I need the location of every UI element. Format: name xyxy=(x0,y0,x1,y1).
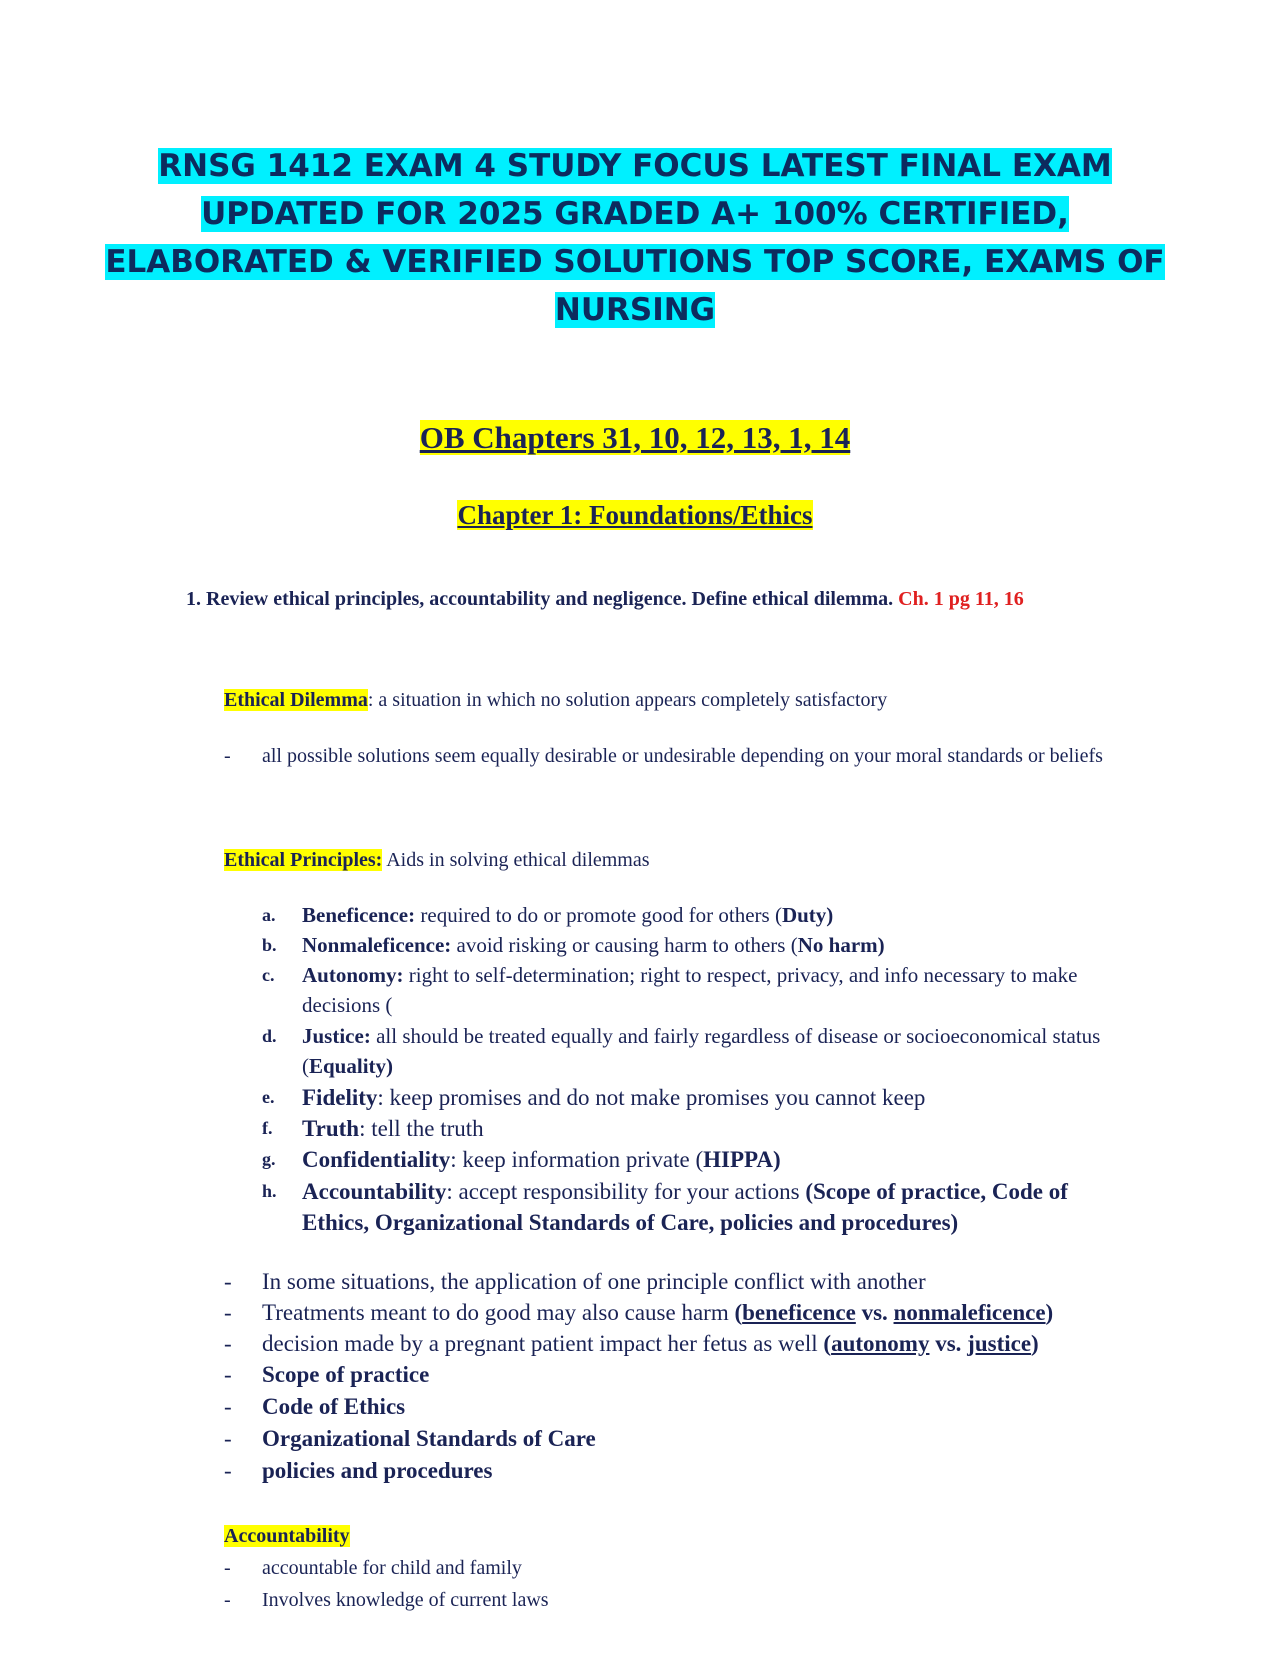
title-line-1: RNSG 1412 EXAM 4 STUDY FOCUS LATEST FINAL EXAM xyxy=(158,148,1112,184)
principle-item-h: h. Accountability: accept responsibility for your actions (Scope of practice, Code of Ethics, Organizational Standards of Care, policies and procedures) xyxy=(262,1179,1068,1235)
principle-item-a: a. Beneficence: required to do or promote good for others (Duty) xyxy=(262,903,834,927)
principle-item-c: c. Autonomy: right to self-determination; right to respect, privacy, and info necessary to make decisions ( xyxy=(262,963,1078,1017)
principle-item-g: g. Confidentiality: keep information private (HIPPA) xyxy=(262,1147,781,1172)
principle-item-e: e. Fidelity: keep promises and do not make promises you cannot keep xyxy=(262,1085,926,1110)
principle-item-f: f. Truth: tell the truth xyxy=(262,1116,484,1141)
standard-bullet-3: - Organizational Standards of Care xyxy=(224,1426,596,1451)
title-line-4: NURSING xyxy=(554,292,716,328)
ethical-dilemma-term: Ethical Dilemma xyxy=(224,689,368,711)
ethical-dilemma-definition: Ethical Dilemma: a situation in which no solution appears completely satisfactory xyxy=(224,689,888,711)
accountability-bullet-2: - Involves knowledge of current laws xyxy=(224,1589,549,1611)
accountability-heading: Accountability xyxy=(224,1525,350,1547)
ethical-principles-term: Ethical Principles: xyxy=(224,849,383,871)
accountability-bullet-1: - accountable for child and family xyxy=(224,1557,522,1579)
question-1 xyxy=(186,584,1184,614)
conflict-bullet-1: - In some situations, the application of one principle conflict with another xyxy=(224,1269,926,1294)
dash-marker: - xyxy=(224,745,231,767)
conflict-bullet-3: - decision made by a pregnant patient impact her fetus as well (autonomy vs. justice) xyxy=(224,1331,1039,1356)
question-text: Review ethical principles, accountability and negligence. Define ethical dilemma. xyxy=(206,588,894,610)
standard-bullet-1: - Scope of practice xyxy=(224,1362,430,1387)
principle-item-b: b. Nonmaleficence: avoid risking or causing harm to others (No harm) xyxy=(262,933,885,957)
title-line-3: ELABORATED & VERIFIED SOLUTIONS TOP SCORE, EXAMS OF xyxy=(105,244,1165,280)
chapter-1-heading: Chapter 1: Foundations/Ethics xyxy=(457,500,813,530)
question-reference: Ch. 1 pg 11, 16 xyxy=(898,588,1024,610)
conflict-bullet-2: - Treatments meant to do good may also cause harm (beneficence vs. nonmaleficence) xyxy=(224,1300,1054,1325)
document-title xyxy=(100,142,1170,334)
standard-bullet-2: - Code of Ethics xyxy=(224,1394,406,1419)
ethical-dilemma-bullet: - all possible solutions seem equally desirable or undesirable depending on your moral standards or beliefs xyxy=(224,742,1124,770)
title-line-2: UPDATED FOR 2025 GRADED A+ 100% CERTIFIED, xyxy=(201,196,1069,232)
principle-item-d: d. Justice: all should be treated equally and fairly regardless of disease or socioeconomical status (Equality) xyxy=(262,1024,1101,1078)
question-number: 1. xyxy=(186,588,201,610)
ethical-principles-definition: Ethical Principles: Aids in solving ethical dilemmas xyxy=(224,849,650,871)
standard-bullet-4: - policies and procedures xyxy=(224,1458,493,1483)
ob-chapters-heading: OB Chapters 31, 10, 12, 13, 1, 14 xyxy=(419,420,851,455)
